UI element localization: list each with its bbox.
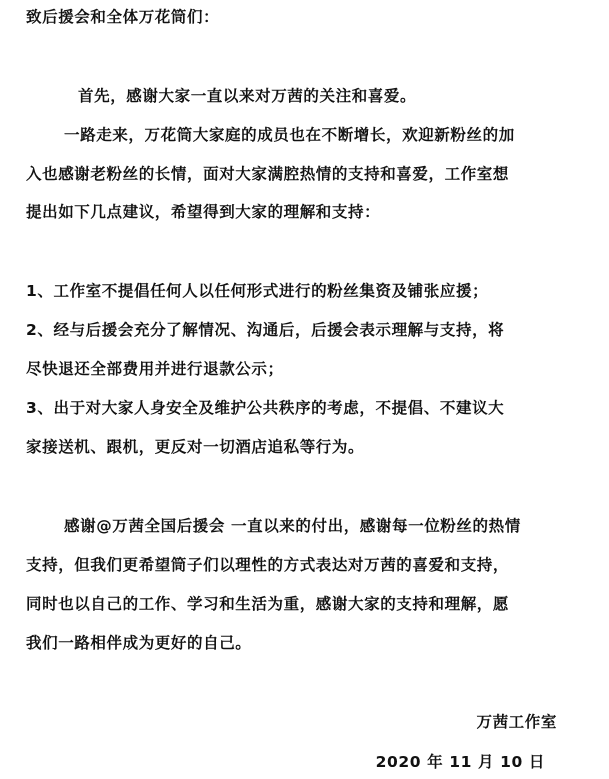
paragraph-1-line-1: 首先，感谢大家一直以来对万茜的关注和喜爱。 — [78, 87, 417, 105]
date: 2020 年 11 月 10 日 — [375, 753, 545, 771]
paragraph-3-line-4: 我们一路相伴成为更好的自己。 — [26, 634, 252, 652]
paragraph-3-line-2: 支持，但我们更希望筒子们以理性的方式表达对万茜的喜爱和支持， — [26, 556, 510, 574]
list-item-2-line-1: 2、经与后援会充分了解情况、沟通后，后援会表示理解与支持，将 — [26, 321, 505, 339]
signature: 万茜工作室 — [476, 713, 557, 731]
paragraph-3-line-3: 同时也以自己的工作、学习和生活为重，感谢大家的支持和理解，愿 — [26, 595, 510, 613]
list-item-3-line-1: 3、出于对大家人身安全及维护公共秩序的考虑，不提倡、不建议大 — [26, 399, 505, 417]
paragraph-2-line-3: 提出如下几点建议，希望得到大家的理解和支持： — [26, 203, 381, 221]
salutation: 致后援会和全体万花筒们： — [26, 8, 220, 26]
paragraph-3-line-1: 感谢@万茜全国后援会 一直以来的付出，感谢每一位粉丝的热情 — [64, 517, 521, 535]
list-item-2-line-2: 尽快退还全部费用并进行退款公示； — [26, 360, 284, 378]
paragraph-2-line-2: 入也感谢老粉丝的长情，面对大家满腔热情的支持和喜爱，工作室想 — [26, 165, 510, 183]
list-item-1-line-1: 1、工作室不提倡任何人以任何形式进行的粉丝集资及铺张应援； — [26, 282, 489, 300]
paragraph-2-line-1: 一路走来，万花筒大家庭的成员也在不断增长，欢迎新粉丝的加 — [64, 126, 515, 144]
list-item-3-line-2: 家接送机、跟机，更反对一切酒店追私等行为。 — [26, 438, 365, 456]
